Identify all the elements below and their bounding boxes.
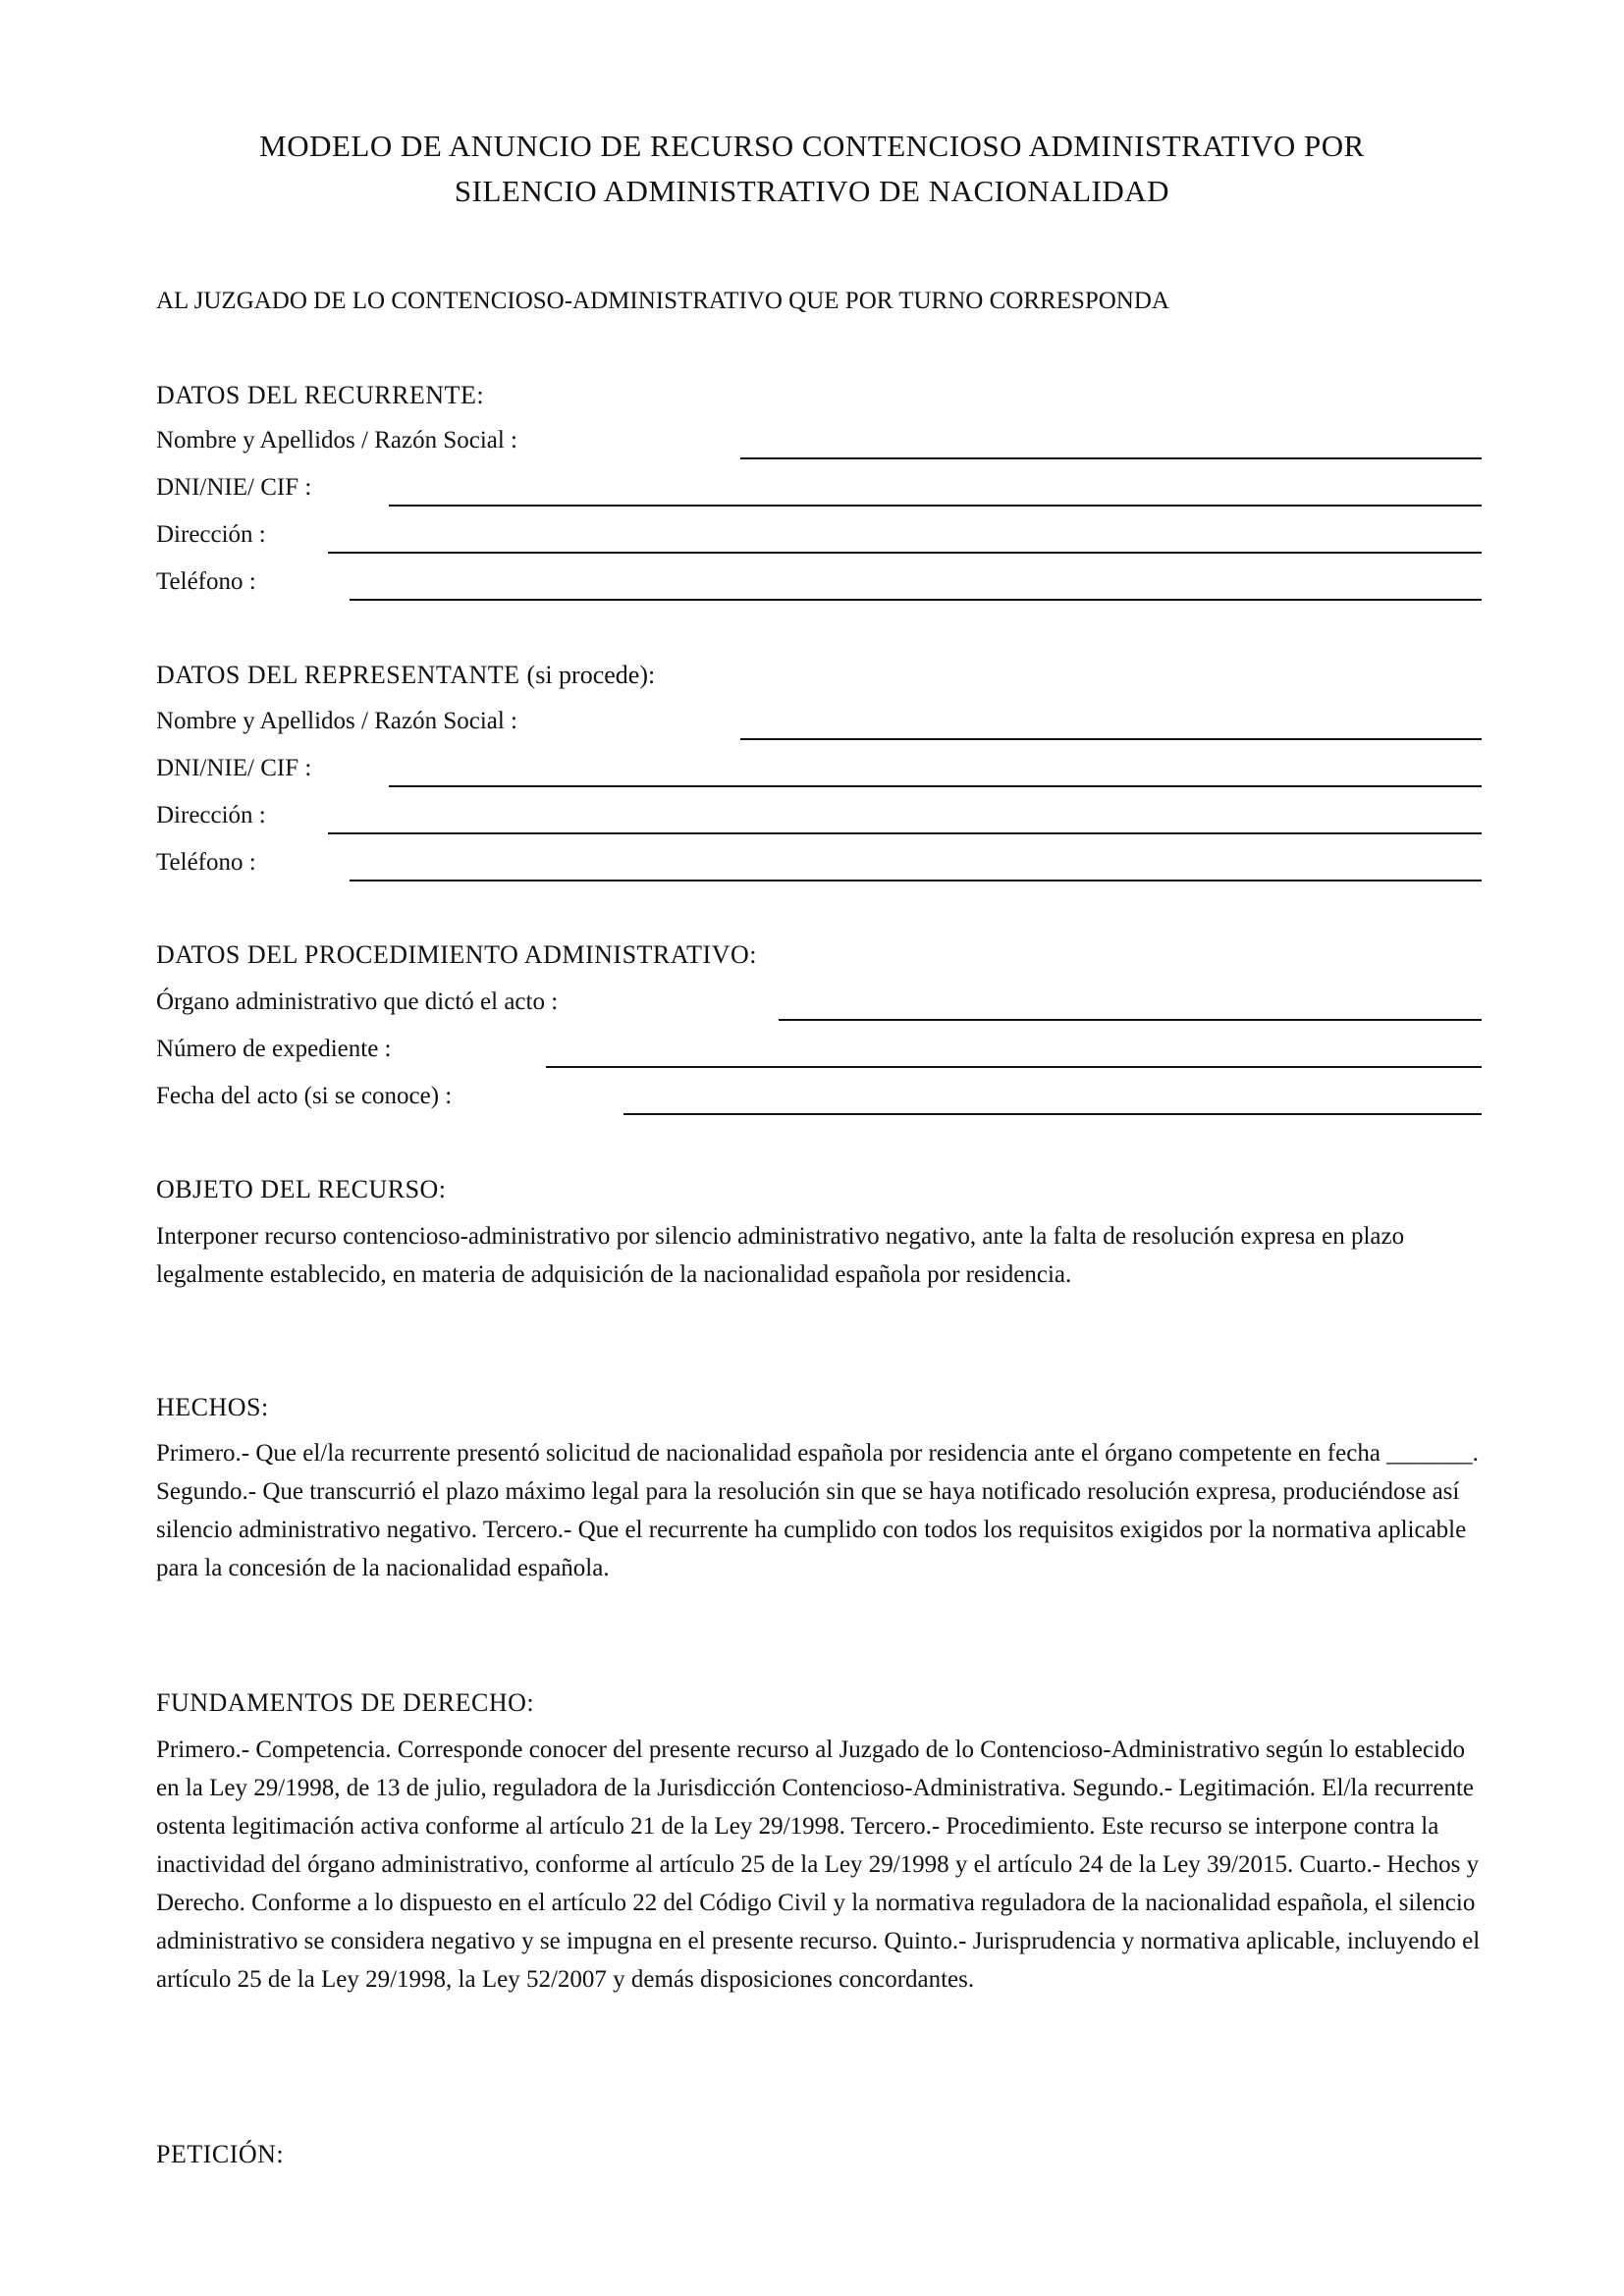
representante-heading [156, 659, 655, 692]
procedimiento-heading: DATOS DEL PROCEDIMIENTO ADMINISTRATIVO: [156, 940, 757, 969]
procedimiento-organo-field[interactable] [779, 1019, 1482, 1021]
representante-heading-text: DATOS DEL REPRESENTANTE [156, 661, 520, 689]
recurrente-nombre-label: Nombre y Apellidos / Razón Social : [156, 427, 518, 454]
representante-direccion-row [156, 799, 1482, 832]
representante-nombre-row [156, 705, 1482, 738]
representante-nombre-field[interactable] [740, 738, 1482, 740]
objeto-text: Interponer recurso contencioso-administrativo por silencio administrativo negativo, ante la falta de resolución expresa en plazo legalmente establecido, en materia de adquisición de la nacionalidad española por residencia. [156, 1223, 1405, 1288]
representante-dni-row [156, 752, 1482, 785]
document-title [137, 124, 1487, 214]
representante-dni-label: DNI/NIE/ CIF : [156, 755, 312, 781]
representante-direccion-label: Dirección : [156, 802, 266, 828]
representante-nombre-label: Nombre y Apellidos / Razón Social : [156, 708, 518, 734]
court-address: AL JUZGADO DE LO CONTENCIOSO-ADMINISTRATIVO QUE POR TURNO CORRESPONDA [156, 288, 1169, 314]
procedimiento-expediente-label: Número de expediente : [156, 1036, 392, 1062]
recurrente-telefono-row [156, 565, 1482, 599]
procedimiento-organo-label: Órgano administrativo que dictó el acto : [156, 988, 559, 1015]
representante-dni-field[interactable] [389, 785, 1482, 787]
recurrente-dni-label: DNI/NIE/ CIF : [156, 474, 312, 501]
recurrente-dni-field[interactable] [389, 505, 1482, 507]
procedimiento-fecha-label: Fecha del acto (si se conoce) : [156, 1083, 453, 1109]
recurrente-nombre-field[interactable] [740, 457, 1482, 459]
recurrente-heading: DATOS DEL RECURRENTE: [156, 381, 485, 409]
recurrente-nombre-row [156, 424, 1482, 457]
hechos-text: Primero.- Que el/la recurrente presentó solicitud de nacionalidad española por residencia ante el órgano competente en fecha _______. Segundo.- Que transcurrió el plazo máximo legal para la resolución sin que se haya notificado resolución expresa, produciéndose así silencio administrativo negativo. Tercero.- Que el recurrente ha cumplido con todos los requisitos exigidos por la normativa aplicable para la concesión de la nacionalidad española. [156, 1440, 1479, 1581]
recurrente-direccion-row [156, 518, 1482, 552]
objeto-heading: OBJETO DEL RECURSO: [156, 1175, 447, 1203]
title-line-1: MODELO DE ANUNCIO DE RECURSO CONTENCIOSO ADMINISTRATIVO POR [259, 129, 1365, 163]
recurrente-telefono-label: Teléfono : [156, 568, 256, 595]
representante-direccion-field[interactable] [328, 832, 1482, 834]
hechos-heading: HECHOS: [156, 1393, 269, 1421]
representante-telefono-field[interactable] [350, 880, 1482, 881]
procedimiento-expediente-field[interactable] [546, 1066, 1482, 1068]
representante-telefono-row [156, 846, 1482, 880]
title-line-2: SILENCIO ADMINISTRATIVO DE NACIONALIDAD [454, 174, 1170, 208]
procedimiento-organo-row [156, 986, 1482, 1019]
peticion-heading: PETICIÓN: [156, 2140, 285, 2168]
recurrente-direccion-field[interactable] [328, 552, 1482, 554]
recurrente-dni-row [156, 471, 1482, 505]
fundamentos-text: Primero.- Competencia. Corresponde conocer del presente recurso al Juzgado de lo Contencioso-Administrativo según lo establecido en la Ley 29/1998, de 13 de julio, reguladora de la Jurisdicción Contencioso-Administrativa. Segundo.- Legitimación. El/la recurrente ostenta legitimación activa conforme al artículo 21 de la Ley 29/1998. Tercero.- Procedimiento. Este recurso se interpone contra la inactividad del órgano administrativo, conforme al artículo 25 de la Ley 29/1998 y el artículo 24 de la Ley 39/2015. Cuarto.- Hechos y Derecho. Conforme a lo dispuesto en el artículo 22 del Código Civil y la normativa reguladora de la nacionalidad española, el silencio administrativo se considera negativo y se impugna en el presente recurso. Quinto.- Jurisprudencia y normativa aplicable, incluyendo el artículo 25 de la Ley 29/1998, la Ley 52/2007 y demás disposiciones concordantes. [156, 1736, 1481, 1993]
recurrente-direccion-label: Dirección : [156, 521, 266, 548]
representante-heading-note: (si procede): [526, 661, 656, 689]
representante-telefono-label: Teléfono : [156, 849, 256, 876]
recurrente-telefono-field[interactable] [350, 599, 1482, 601]
procedimiento-fecha-row [156, 1080, 1482, 1113]
procedimiento-fecha-field[interactable] [623, 1113, 1482, 1115]
fundamentos-heading: FUNDAMENTOS DE DERECHO: [156, 1688, 535, 1717]
procedimiento-expediente-row [156, 1033, 1482, 1066]
